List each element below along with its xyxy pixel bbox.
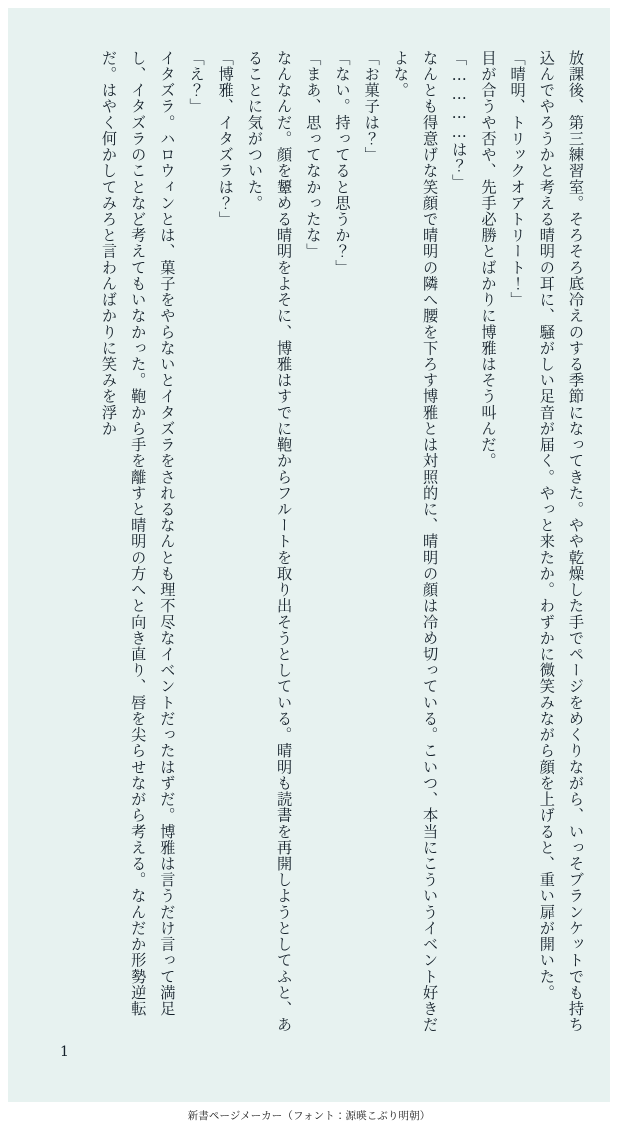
- paragraph: なんなんだ。顔を顰める晴明をよそに、博雅はすでに鞄からフルートを取り出そうとしている。晴明も読書を再開しようとしてふと、あることに気がついた。: [245, 50, 294, 1033]
- paragraph: 「博雅、イタズラは？」: [216, 50, 235, 228]
- paragraph: 「え？」: [187, 50, 206, 115]
- footer-caption: 新書ページメーカー（フォント：源暎こぶり明朝）: [187, 1110, 431, 1122]
- paragraph: 「お菓子は？」: [362, 50, 381, 163]
- paragraph: 「…………は？」: [450, 50, 469, 191]
- paragraph: 目が合うや否や、先手必勝とばかりに博雅はそう叫んだ。: [479, 50, 498, 469]
- paragraph: 「まあ、思ってなかったな」: [304, 50, 323, 260]
- paragraph: 「ない。持ってると思うか？」: [333, 50, 352, 276]
- paragraph: なんとも得意げな笑顔で晴明の隣へ腰を下ろす博雅とは対照的に、晴明の顔は冷め切っている。こいつ、本当にこういうイベント好きだよな。: [391, 50, 440, 1033]
- paragraph: イタズラ。ハロウィンとは、菓子をやらないとイタズラをされるなんとも理不尽なイベントだったはずだ。博雅は言うだけ言って満足し、イタズラのことなど考えてもいなかった。鞄から手を離すと晴明の方へと向き直り、唇を尖らせながら考える。なんだか形勢逆転だ。はやく何かしてみろと言わんばかりに笑みを浮か: [100, 50, 177, 1017]
- vertical-text-body: [28, 50, 590, 1040]
- paragraph: 「晴明、トリックオアトリート！」: [508, 50, 527, 308]
- page-number: 1: [60, 1044, 70, 1060]
- paper-sheet: [8, 8, 610, 1102]
- paragraph: 放課後、第三練習室。そろそろ底冷えのする季節になってきた。やや乾燥した手でページをめくりながら、いっそブランケットでも持ち込んでやろうかと考える晴明の耳に、騒がしい足音が届く。やっと来たか。わずかに微笑みながら顔を上げると、重い扉が開いた。: [537, 50, 585, 1033]
